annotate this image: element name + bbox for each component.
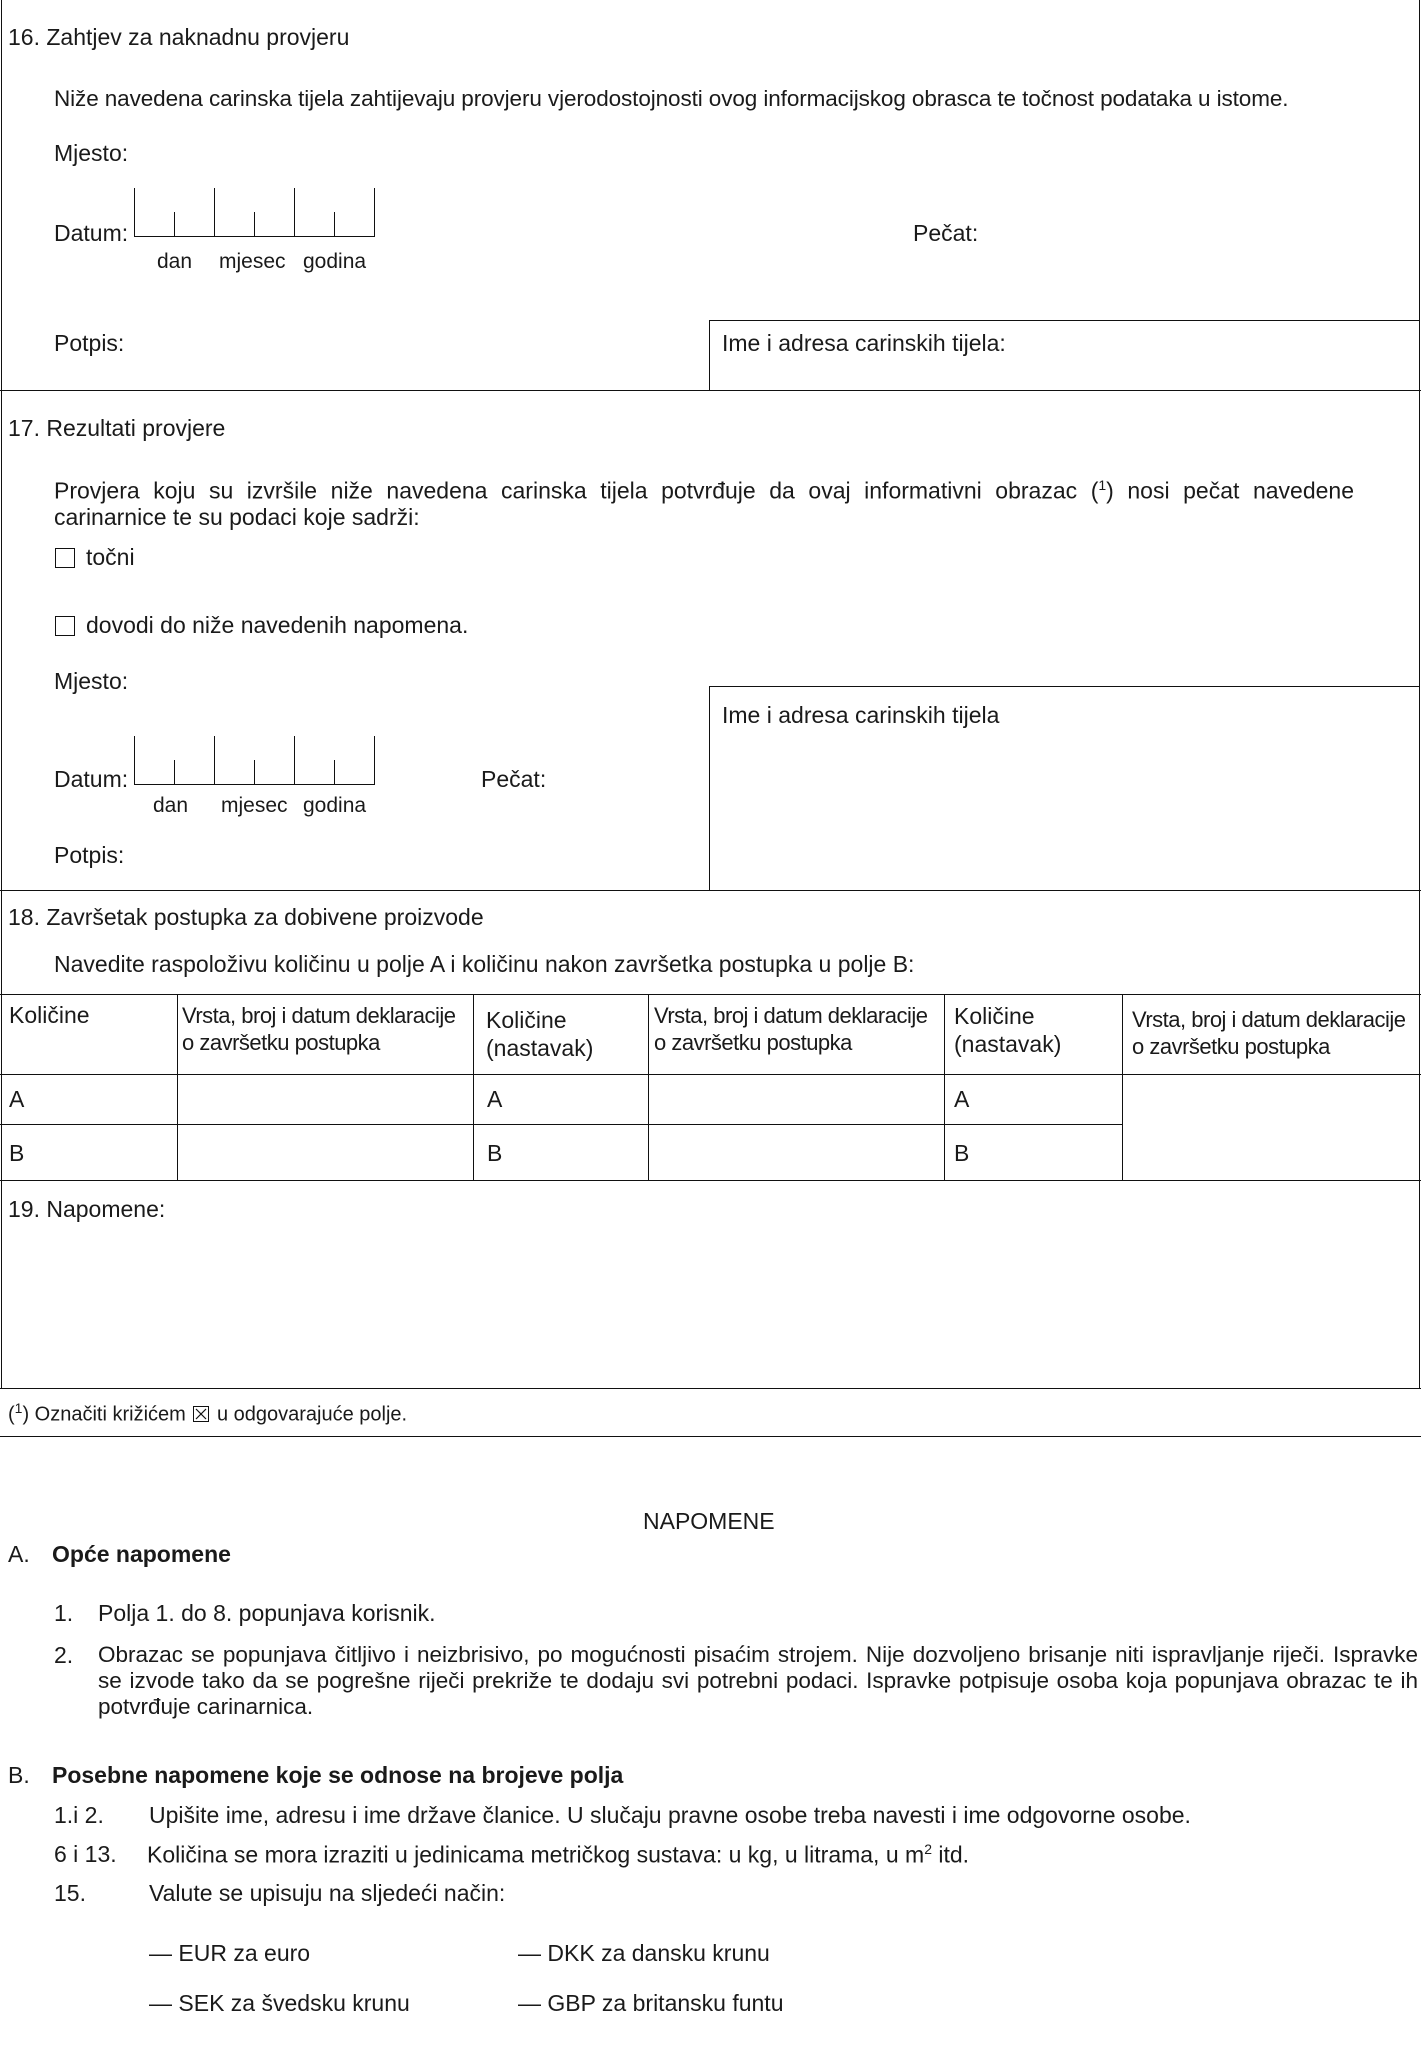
- notes-b-item-3-text: Valute se upisuju na sljedeći način:: [149, 1880, 506, 1906]
- s19-bottom-rule: [0, 1388, 1421, 1389]
- notes-b-letter: B.: [8, 1762, 30, 1788]
- notes-b-item-2-text: Količina se mora izraziti u jedinicama metričkog sustava: u kg, u litrama, u $m^2$ itd.: [147, 1841, 970, 1868]
- s16-mjesto-label: Mjesto:: [54, 140, 129, 166]
- s16-title: 16. Zahtjev za naknadnu provjeru: [8, 24, 350, 50]
- s17-title: 17. Rezultati provjere: [8, 415, 226, 441]
- s17-godina: godina: [303, 794, 367, 817]
- s16-godina: godina: [303, 250, 367, 273]
- notes-a-item-2-num: 2.: [54, 1642, 74, 1668]
- notes-a-item-1-text: Polja 1. do 8. popunjava korisnik.: [98, 1600, 436, 1626]
- s18-row-a-2: A: [487, 1086, 503, 1112]
- s17-opt1-label: točni: [86, 544, 135, 570]
- s16-bottom-rule: [0, 390, 1421, 391]
- s17-mjesec: mjesec: [221, 794, 288, 817]
- s18-title: 18. Završetak postupka za dobivene proizvode: [8, 904, 484, 930]
- s16-text: Niže navedena carinska tijela zahtijevaju provjeru vjerodostojnosti ovog informacijskog obrasca te točnost podataka u istome.: [54, 86, 1289, 111]
- s18-header-kolicine-2: Količine (nastavak): [486, 1007, 594, 1061]
- s16-mjesec: mjesec: [219, 250, 286, 273]
- s18-row-b-2: B: [487, 1140, 503, 1166]
- s16-authority-label: Ime i adresa carinskih tijela:: [722, 330, 1006, 356]
- s17-mjesto-label: Mjesto:: [54, 668, 129, 694]
- notes-a-title: Opće napomene: [52, 1541, 231, 1567]
- s17-dan: dan: [153, 794, 189, 817]
- s17-opt2-checkbox[interactable]: [55, 616, 75, 636]
- currency-gbp: — GBP za britansku funtu: [518, 1990, 784, 2016]
- crossed-box-icon: [193, 1406, 209, 1422]
- s17-date-box[interactable]: [134, 736, 374, 786]
- s17-potpis-label: Potpis:: [54, 842, 125, 868]
- currency-eur: — EUR za euro: [149, 1940, 311, 1966]
- s18-row-a-3: A: [954, 1086, 970, 1112]
- notes-a-item-1-num: 1.: [54, 1600, 74, 1626]
- notes-b-item-3-num: 15.: [54, 1880, 86, 1906]
- s18-header-vrsta-2: Vrsta, broj i datum deklaracije o završetku postupka: [654, 1003, 928, 1055]
- notes-a-item-2-text: Obrazac se popunjava čitljivo i neizbrisivo, po mogućnosti pisaćim strojem. Nije dozvoljeno brisanje niti ispravljanje riječi. Ispravke se izvode tako da se pogrešne riječi prekriže te dodaju svi potrebni podaci. Ispravke potpisuje osoba koja popunjava obrazac te ih potvrđuje carinarnica.: [98, 1642, 1418, 1719]
- s17-pecat-label: Pečat:: [481, 766, 547, 792]
- s16-dan: dan: [157, 250, 193, 273]
- notes-b-item-2-num: 6 i 13.: [54, 1841, 117, 1867]
- notes-a-letter: A.: [8, 1541, 30, 1567]
- s18-row-b-1: B: [9, 1140, 25, 1166]
- s16-date-box[interactable]: [134, 188, 374, 238]
- s18-row-a-1: A: [9, 1086, 25, 1112]
- currency-sek: — SEK za švedsku krunu: [149, 1990, 410, 2016]
- s17-datum-label: Datum:: [54, 766, 129, 792]
- s18-header-vrsta-1: Vrsta, broj i datum deklaracije o završetku postupka: [182, 1003, 456, 1055]
- footnote: ($^1$) Označiti križićem u odgovarajuće polje.: [8, 1400, 408, 1426]
- s17-opt1-checkbox[interactable]: [55, 548, 75, 568]
- s16-datum-label: Datum:: [54, 220, 129, 246]
- s18-table: [0, 994, 1421, 1180]
- s18-header-kolicine-1: Količine: [9, 1002, 90, 1028]
- s17-text: Provjera koju su izvršile niže navedena carinska tijela potvrđuje da ovaj informativni obrazac ($^1$) nosi pečat navedene carinarnice te su podaci koje sadrži:: [54, 477, 1354, 530]
- s16-potpis-label: Potpis:: [54, 330, 125, 356]
- notes-heading: NAPOMENE: [643, 1508, 775, 1534]
- s18-row-b-3: B: [954, 1140, 970, 1166]
- s18-text: Navedite raspoloživu količinu u polje A i količinu nakon završetka postupka u polje B:: [54, 951, 915, 977]
- s18-header-kolicine-3: Količine (nastavak): [954, 1003, 1062, 1057]
- s17-bottom-rule: [0, 890, 1421, 891]
- notes-b-item-1-num: 1.i 2.: [54, 1802, 104, 1828]
- s19-title: 19. Napomene:: [8, 1196, 166, 1222]
- footnote-rule: [0, 1436, 1421, 1437]
- currency-dkk: — DKK za dansku krunu: [518, 1940, 770, 1966]
- notes-b-title: Posebne napomene koje se odnose na brojeve polja: [52, 1762, 624, 1788]
- notes-b-item-1-text: Upišite ime, adresu i ime države članice. U slučaju pravne osobe treba navesti i ime odgovorne osobe.: [149, 1802, 1191, 1828]
- s17-authority-label: Ime i adresa carinskih tijela: [722, 702, 1000, 728]
- s16-pecat-label: Pečat:: [913, 220, 979, 246]
- s18-header-vrsta-3: Vrsta, broj i datum deklaracije o završetku postupka: [1132, 1007, 1406, 1059]
- s17-opt2-label: dovodi do niže navedenih napomena.: [86, 612, 469, 638]
